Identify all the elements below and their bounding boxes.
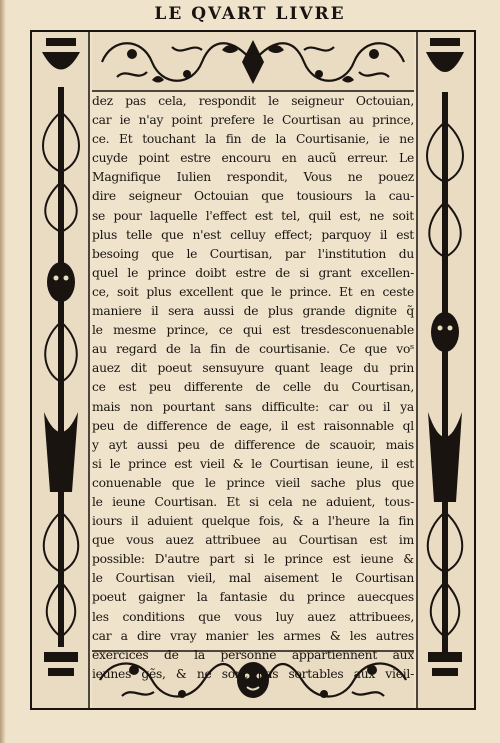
left-ornament-column <box>32 32 90 708</box>
text-line: si le prince est vieil & le Courtisan ieune, il est <box>92 456 414 471</box>
page-gutter-shadow <box>0 0 6 743</box>
text-line: mais non pourtant sans difficulte: car ou il ya <box>92 399 414 414</box>
text-line: exercices de la personne appartiennent aux <box>92 647 414 662</box>
text-line: que vous auez attribuee au Courtisan est im <box>92 533 414 548</box>
top-ornament-band <box>92 32 414 92</box>
text-line: le ieune Courtisan. Et si cela ne aduient, tous- <box>92 494 414 509</box>
text-line: ieunes gẽs, & ne sont pas sortables aux vieil- <box>92 666 414 681</box>
text-line: cuyde point estre encouru en aucũ erreur. Le <box>92 151 414 166</box>
text-line: poeut gaigner la fantasie du prince auecques <box>92 590 414 605</box>
text-line: peu de difference de eage, il est raisonnable ql <box>92 418 414 433</box>
text-line: car ie n'ay point prefere le Courtisan au prince, <box>92 113 414 128</box>
text-line: se pour laquelle l'effect est tel, quil est, ne soit <box>92 208 414 223</box>
running-head: LE QVART LIVRE <box>154 4 346 24</box>
text-line: le mesme prince, ce qui est tresdesconuenable <box>92 323 414 338</box>
text-line: les conditions que vous luy auez attribuees, <box>92 609 414 624</box>
text-line: quel le prince doibt estre de si grant excellen- <box>92 265 414 280</box>
text-line: le Courtisan vieil, mal aisement le Courtisan <box>92 571 414 586</box>
text-line: maniere il sera aussi de plus grande dignite q̃ <box>92 304 414 319</box>
body-text <box>92 92 414 681</box>
text-line: car a dire vray manier les armes & les autres <box>92 628 414 643</box>
text-line: Magnifique Iulien respondit, Vous ne pouez <box>92 170 414 185</box>
text-line: ce. Et touchant la fin de la Courtisanie, ie ne <box>92 132 414 147</box>
text-line: au regard de la fin de courtisanie. Ce que voˢ <box>92 342 414 357</box>
text-line: dez pas cela, respondit le seigneur Octouian, <box>92 94 414 108</box>
text-line: iours il aduient quelque fois, & a l'heure la fin <box>92 514 414 529</box>
text-line: ce est peu differente de celle du Courtisan, <box>92 380 414 395</box>
text-line: dire seigneur Octouian que tousiours la cau- <box>92 189 414 204</box>
right-ornament-column <box>416 32 474 708</box>
text-line: auez dit poeut sensuyure quant leage du prin <box>92 361 414 376</box>
text-line: ce, soit plus excellent que le prince. Et en ceste <box>92 284 414 299</box>
text-line: possible: D'autre part si le prince est ieune & <box>92 552 414 567</box>
text-line: plus telle que n'est celluy effect; parquoy il est <box>92 227 414 242</box>
text-line: besoing que le Courtisan, par l'institution du <box>92 246 414 261</box>
text-line: y ayt aussi peu de difference de scauoir, mais <box>92 437 414 452</box>
text-line: conuenable que le prince vieil sache plus que <box>92 475 414 490</box>
